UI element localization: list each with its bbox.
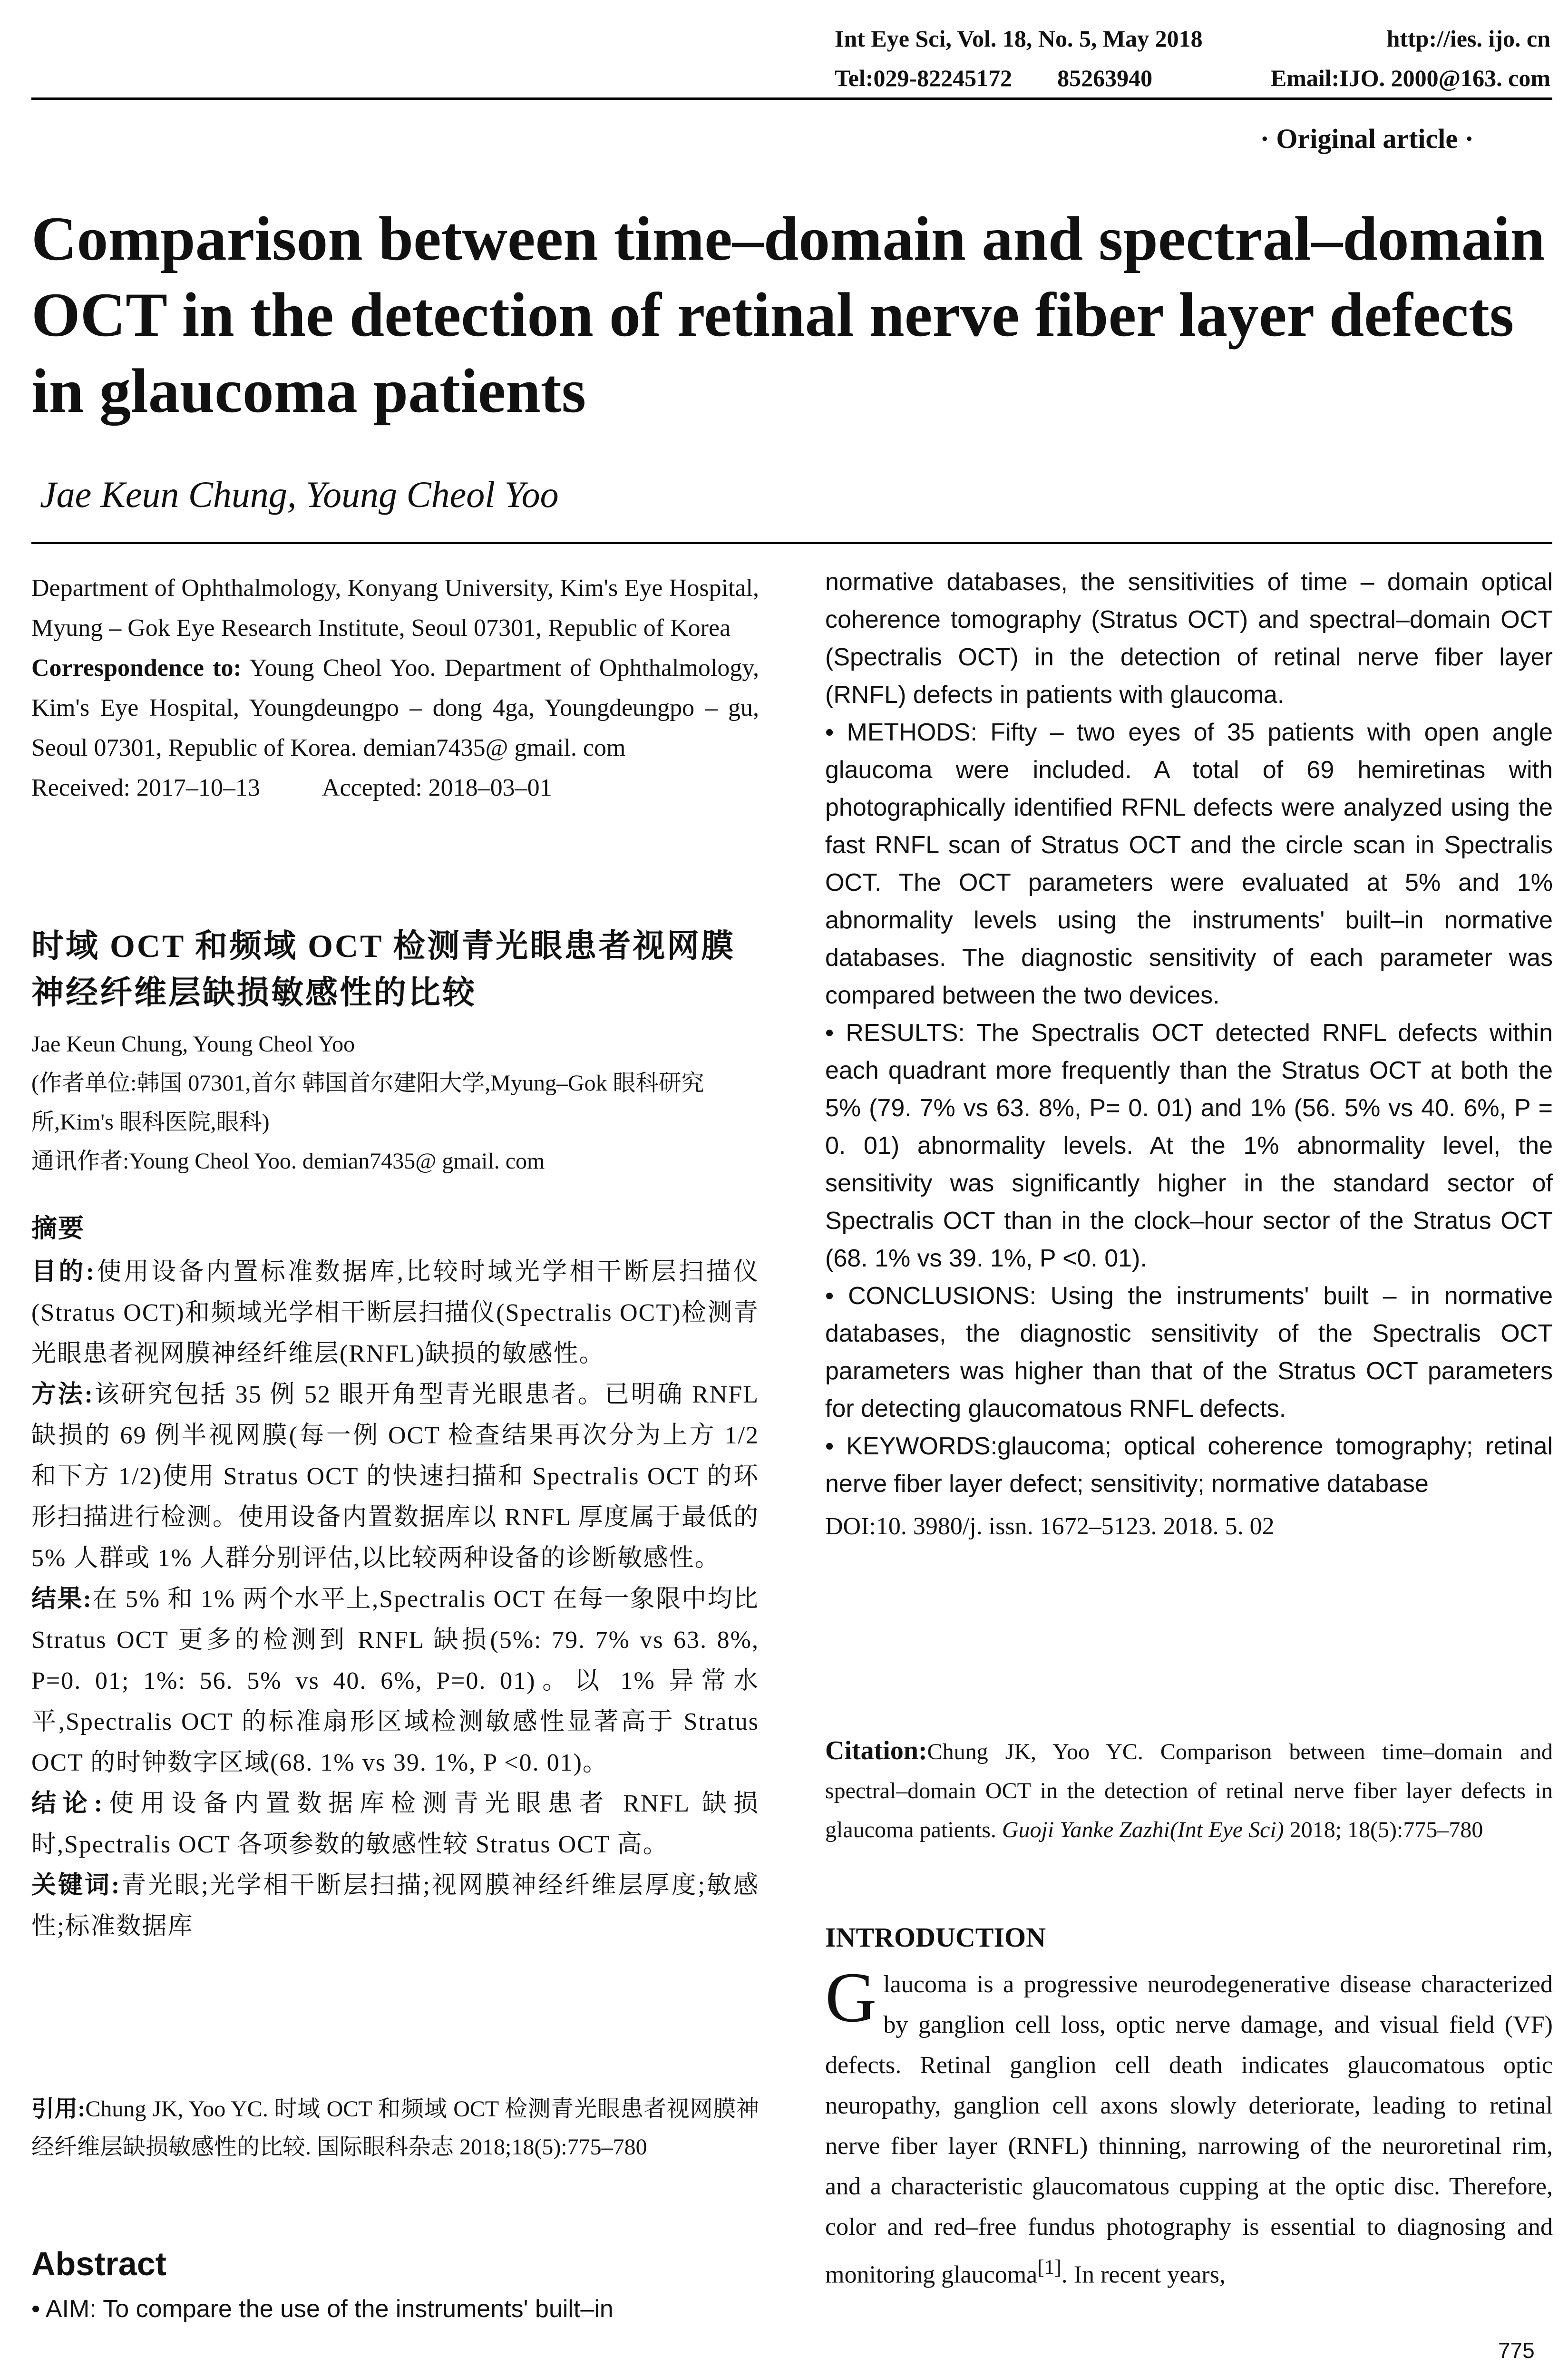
journal-url[interactable]: http://ies. ijo. cn — [1386, 25, 1550, 52]
reference-marker[interactable]: [1] — [1037, 2256, 1062, 2279]
page-number: 775 — [1498, 2338, 1535, 2363]
abstract-methods-text: Fifty – two eyes of 35 patients with open angle glaucoma were included. A total of 69 hemiretinas with photographically identified RFNL defects were analyzed using the fast RNFL scan of Stratus OCT and the circle scan in Spectralis OCT. The OCT parameters were evaluated at 5% and 1% abnormality levels using the instruments' built–in normative databases. The diagnostic sensitivity of each parameter was compared between the two devices. — [825, 719, 1553, 1009]
chinese-citation — [31, 2090, 759, 2166]
chinese-conclusion-label: 结论: — [31, 1790, 104, 1817]
chinese-citation-text: Chung JK, Yoo YC. 时域 OCT 和频域 OCT 检测青光眼患者视网膜神经纤维层缺损敏感性的比较. 国际眼科杂志 2018;18(5):775–780 — [31, 2096, 759, 2160]
abstract-keywords — [825, 1428, 1553, 1503]
introduction-heading: INTRODUCTION — [825, 1922, 1046, 1953]
authors: Jae Keun Chung, Young Cheol Yoo — [40, 474, 559, 515]
journal-email[interactable]: Email:IJO. 2000@163. com — [1270, 65, 1550, 91]
chinese-aim-label: 目的: — [31, 1258, 96, 1286]
journal-citation: Int Eye Sci, Vol. 18, No. 5, May 2018 — [835, 25, 1203, 52]
phone-number: Tel:029-82245172 — [835, 65, 1013, 91]
chinese-authors: Jae Keun Chung, Young Cheol Yoo — [31, 1032, 355, 1057]
chinese-keywords-text: 青光眼;光学相干断层扫描;视网膜神经纤维层厚度;敏感性;标准数据库 — [31, 1872, 759, 1940]
header-rule — [31, 97, 1552, 100]
accepted-date: Accepted: 2018–03–01 — [321, 774, 552, 801]
introduction-body — [825, 1958, 1553, 2295]
chinese-correspondence: 通讯作者:Young Cheol Yoo. demian7435@ gmail. com — [31, 1149, 545, 1174]
citation-text: Chung JK, Yoo YC. Comparison between time–domain and spectral–domain OCT in the detection of retinal nerve fiber layer defects in glaucoma patients. — [825, 1739, 1553, 1842]
abstract-keywords-label: • KEYWORDS: — [825, 1432, 998, 1460]
affiliation: Department of Ophthalmology, Konyang University, Kim's Eye Hospital, Myung – Gok Eye Research Institute, Seoul 07301, Republic of Korea — [31, 575, 759, 642]
abstract-results — [825, 1014, 1553, 1277]
citation-journal: Guoji Yanke Zazhi(Int Eye Sci) — [1002, 1817, 1284, 1842]
running-header-journal — [835, 25, 1550, 52]
article-title: Comparison between time–domain and spectral–domain OCT in the detection of retinal nerve fiber layer defects in glaucoma patients — [31, 204, 1545, 426]
chinese-conclusion — [31, 1783, 759, 1865]
chinese-title: 时域 OCT 和频域 OCT 检测青光眼患者视网膜神经纤维层缺损敏感性的比较 — [31, 928, 736, 1011]
running-header-contact — [835, 64, 1550, 92]
chinese-results-label: 结果: — [31, 1586, 92, 1613]
chinese-aim — [31, 1252, 759, 1374]
abstract-aim-continued: normative databases, the sensitivities of time – domain optical coherence tomography (Stratus OCT) and spectral–domain OCT (Spectralis OCT) in the detection of retinal nerve fiber layer (RNFL) defects in patients with glaucoma. — [825, 568, 1553, 709]
citation-label: Citation: — [825, 1736, 927, 1765]
chinese-meta — [31, 1025, 759, 1181]
abstract-conclusions — [825, 1277, 1553, 1428]
citation-tail: 2018; 18(5):775–780 — [1289, 1817, 1483, 1842]
chinese-results-text: 在 5% 和 1% 两个水平上,Spectralis OCT 在每一象限中均比 Stratus OCT 更多的检测到 RNFL 缺损(5%: 79. 7% vs 63. 8%, P=0. 01; 1%: 56. 5% vs 40. 6%, P=0. 01)。以 1% 异常水平,Spectralis OCT 的标准扇形区域检测敏感性显著高于 Stratus OCT 的时钟数字区域(68. 1% vs 39. 1%, P <0. 01)。 — [31, 1586, 759, 1776]
received-date: Received: 2017–10–13 — [31, 774, 260, 801]
abstract-aim-label: • AIM: — [31, 2295, 97, 2323]
chinese-keywords-label: 关键词: — [31, 1872, 121, 1899]
phone-group — [835, 64, 1152, 92]
phone-number-2: 85263940 — [1057, 65, 1153, 91]
chinese-citation-label: 引用: — [31, 2096, 86, 2122]
introduction-text: laucoma is a progressive neurodegenerative disease characterized by ganglion cell loss, optic nerve damage, and visual field (VF) defects. Retinal ganglion cell death indicates glaucomatous optic neuropathy, ganglion cell axons slowly deteriorate, leading to retinal nerve fiber layer (RNFL) thinning, narrowing of the neuroretinal rim, and a characteristic glaucomatous cupping at the optic disc. Therefore, color and red–free fundus photography is essential to diagnosing and monitoring glaucoma — [825, 1971, 1553, 2289]
abstract-results-label: • RESULTS: — [825, 1019, 965, 1047]
article-dates — [31, 768, 759, 808]
chinese-aim-text: 使用设备内置标准数据库,比较时域光学相干断层扫描仪(Stratus OCT)和频域光学相干断层扫描仪(Spectralis OCT)检测青光眼患者视网膜神经纤维层(RNFL)缺损的敏感性。 — [31, 1258, 759, 1367]
correspondence — [31, 648, 759, 768]
chinese-abstract — [31, 1208, 759, 1947]
english-abstract — [825, 564, 1553, 1545]
introduction-text-tail: . In recent years, — [1061, 2261, 1226, 2289]
chinese-abstract-heading: 摘要 — [31, 1214, 85, 1243]
chinese-methods — [31, 1374, 759, 1579]
abstract-keywords-text: glaucoma; optical coherence tomography; retinal nerve fiber layer defect; sensitivity; normative database — [825, 1432, 1553, 1498]
affiliation-block — [31, 568, 759, 808]
abstract-methods-label: • METHODS: — [825, 719, 977, 746]
doi[interactable]: DOI:10. 3980/j. issn. 1672–5123. 2018. 5. 02 — [825, 1513, 1275, 1540]
abstract-aim-start — [31, 2290, 759, 2328]
correspondence-text: Young Cheol Yoo. Department of Ophthalmology, Kim's Eye Hospital, Youngdeungpo – dong 4ga, Youngdeungpo – gu, Seoul 07301, Republic of Korea. demian7435@ gmail. com — [31, 654, 759, 761]
article-type: · Original article · — [1260, 123, 1474, 154]
abstract-results-text: The Spectralis OCT detected RNFL defects within each quadrant more frequently than the Stratus OCT at both the 5% (79. 7% vs 63. 8%, P= 0. 01) and 1% (56. 5% vs 40. 6%, P = 0. 01) abnormality levels. At the 1% abnormality level, the sensitivity was significantly higher in the standard sector of Spectralis OCT than in the clock–hour sector of the Stratus OCT (68. 1% vs 39. 1%, P <0. 01). — [825, 1019, 1553, 1272]
abstract-conclusions-text: Using the instruments' built – in normative databases, the diagnostic sensitivity of the Spectralis OCT parameters was higher than that of the Stratus OCT parameters for detecting glaucomatous RNFL defects. — [825, 1282, 1553, 1422]
authors-rule — [31, 542, 1552, 544]
chinese-methods-label: 方法: — [31, 1381, 94, 1408]
abstract-aim-text-start: To compare the use of the instruments' built–in — [103, 2295, 614, 2323]
abstract-conclusions-label: • CONCLUSIONS: — [825, 1282, 1036, 1310]
english-citation — [825, 1731, 1553, 1850]
chinese-methods-text: 该研究包括 35 例 52 眼开角型青光眼患者。已明确 RNFL 缺损的 69 例半视网膜(每一例 OCT 检查结果再次分为上方 1/2 和下方 1/2)使用 Stratus OCT 的快速扫描和 Spectralis OCT 的环形扫描进行检测。使用设备内置数据库以 RNFL 厚度属于最低的 5% 人群或 1% 人群分别评估,以比较两种设备的诊断敏感性。 — [31, 1381, 759, 1572]
abstract-heading: Abstract — [31, 2245, 166, 2282]
correspondence-label: Correspondence to: — [31, 654, 242, 682]
chinese-conclusion-text: 使用设备内置数据库检测青光眼患者 RNFL 缺损时,Spectralis OCT 各项参数的敏感性较 Stratus OCT 高。 — [31, 1790, 759, 1858]
chinese-keywords — [31, 1865, 759, 1947]
chinese-affiliation: (作者单位:韩国 07301,首尔 韩国首尔建阳大学,Myung–Gok 眼科研究所,Kim's 眼科医院,眼科) — [31, 1071, 704, 1135]
drop-cap: G — [825, 1958, 877, 2037]
abstract-methods — [825, 714, 1553, 1014]
chinese-results — [31, 1579, 759, 1783]
